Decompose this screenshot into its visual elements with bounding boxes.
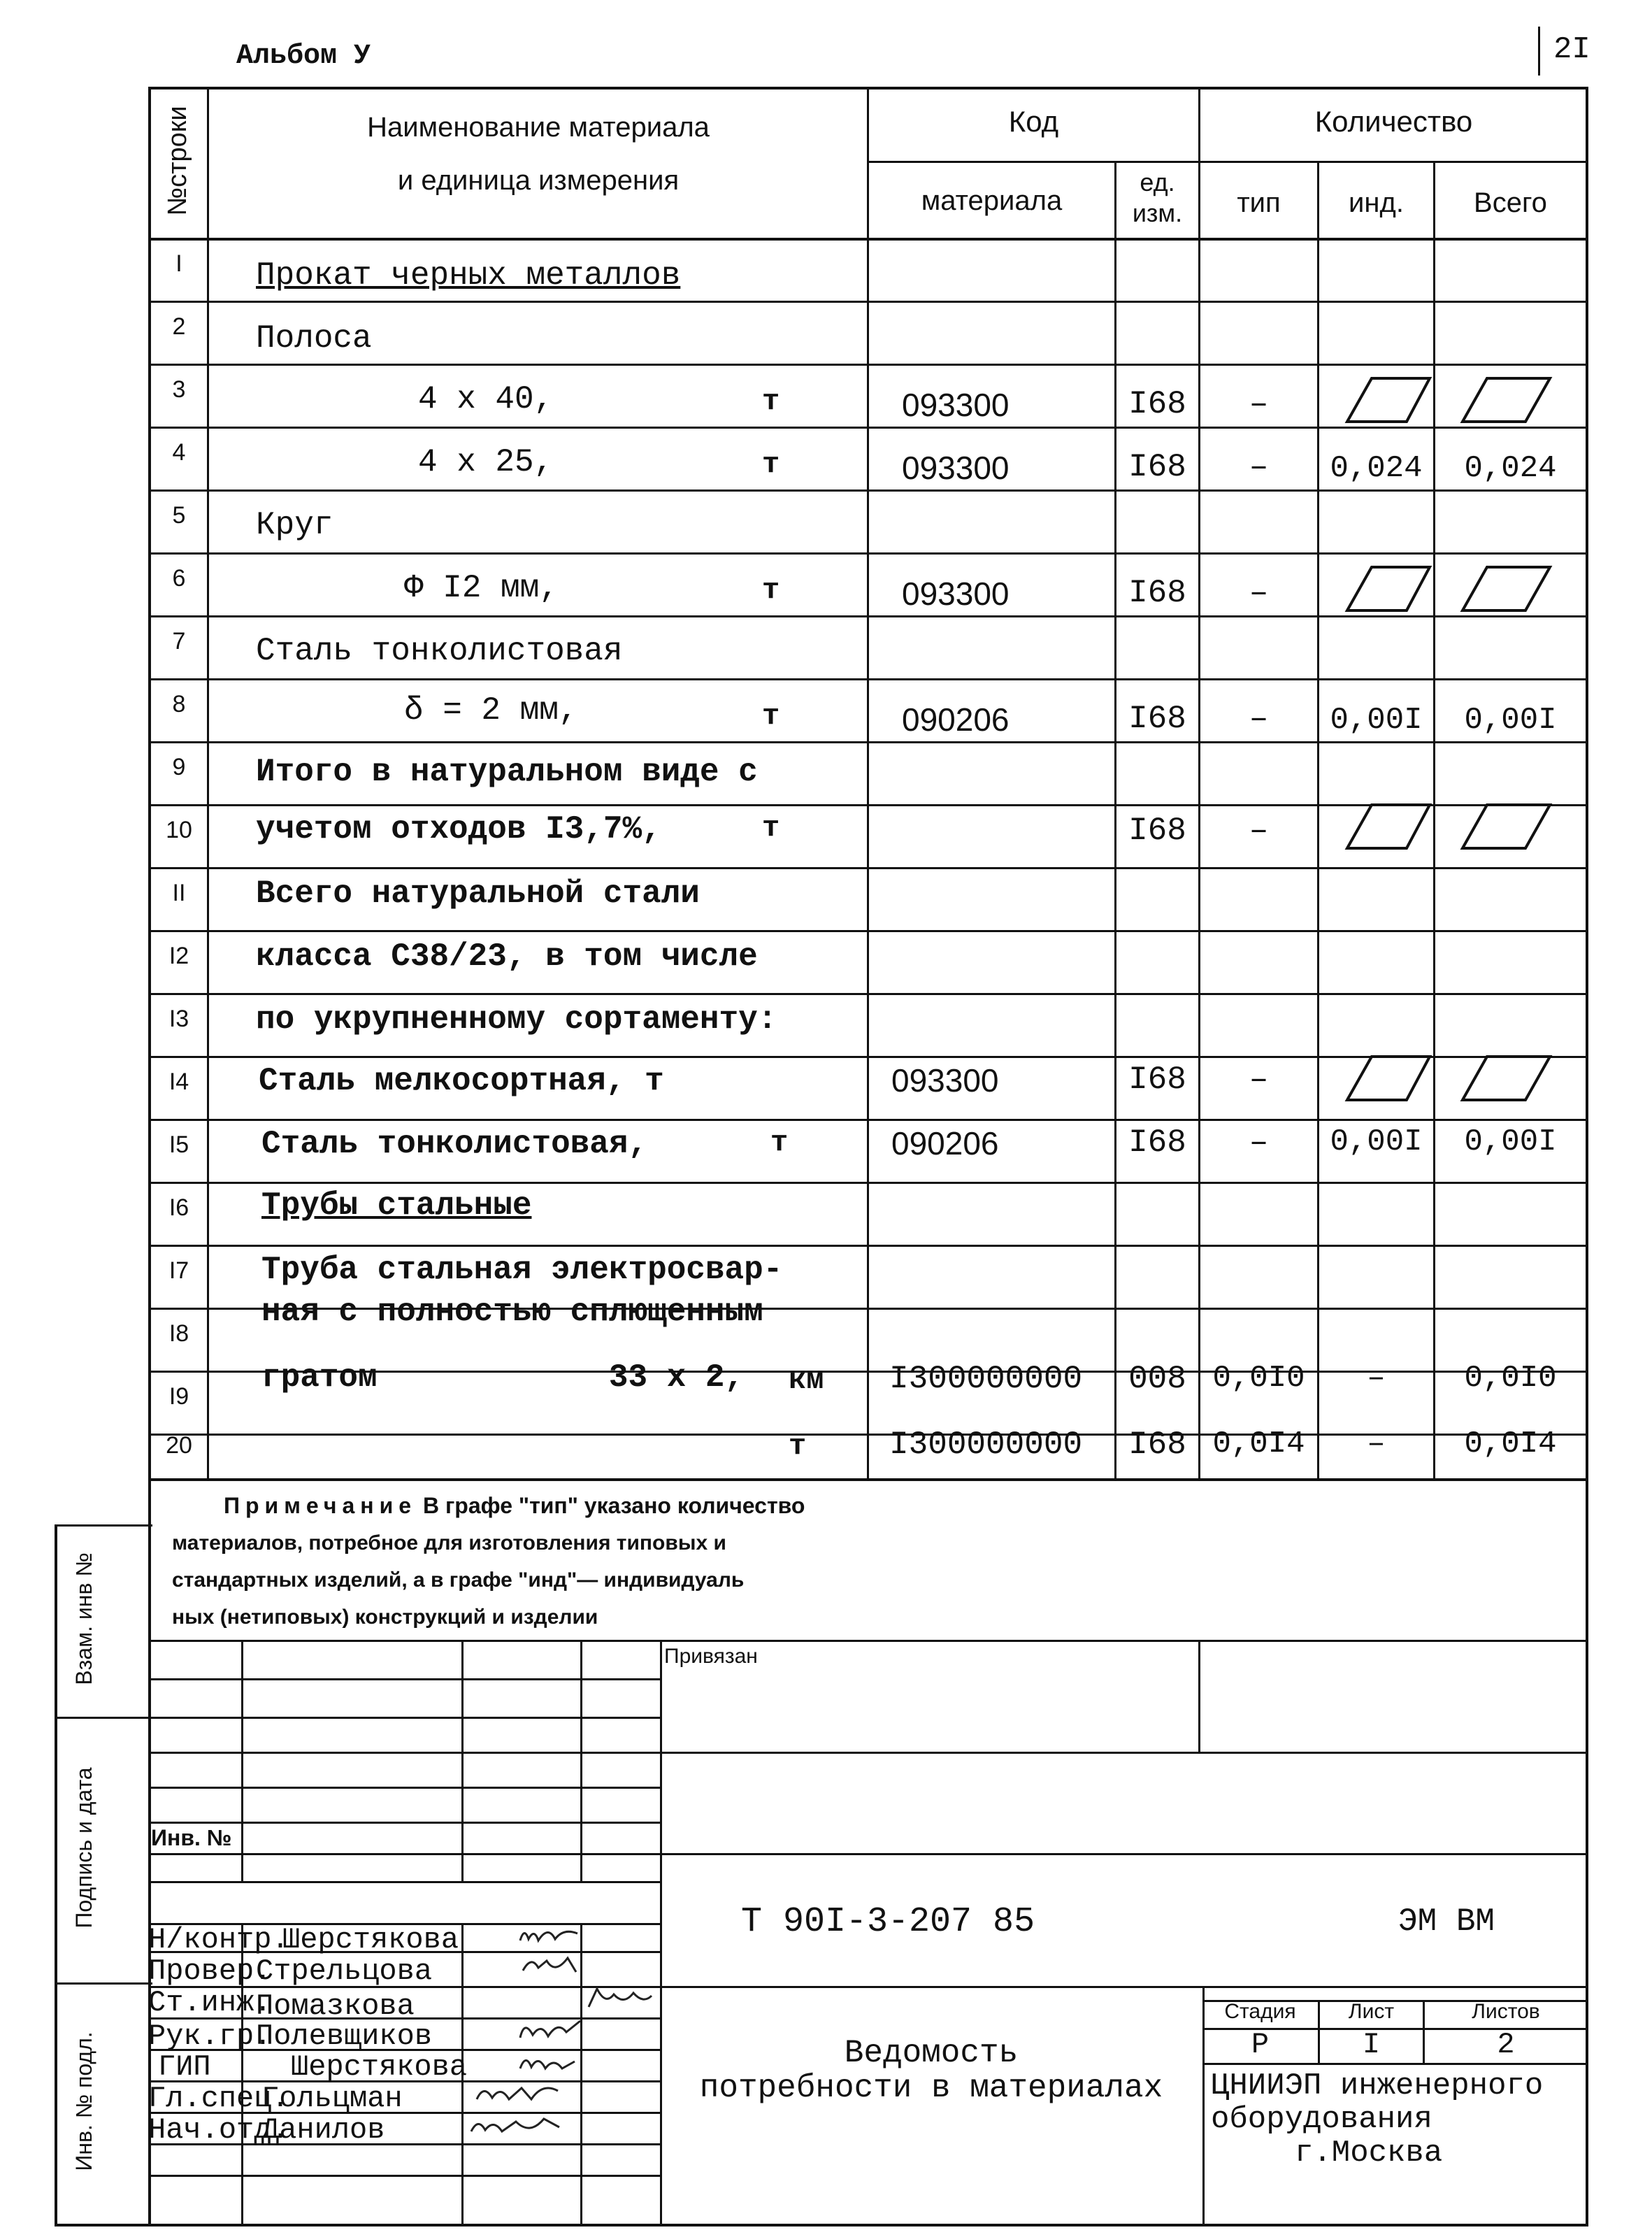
role-label: Рук.гр.	[148, 2020, 272, 2053]
margin-podpis: Подпись и дата	[71, 1767, 96, 1929]
header-material: материала	[921, 185, 1063, 216]
row-uom: I68	[1128, 575, 1186, 611]
margin-vzam: Взам. инв №	[71, 1552, 96, 1685]
row-number: I8	[168, 1320, 189, 1347]
row-name: класса С38/23, в том числе	[256, 938, 758, 975]
row-name: Труба стальная электросвар-	[261, 1252, 783, 1288]
role-name: Шерстякова	[282, 1923, 459, 1957]
row-number: I6	[168, 1194, 189, 1221]
row-name: гратом 33 х 2,	[261, 1359, 745, 1396]
role-name: Данилов	[261, 2113, 385, 2147]
header-ind: инд.	[1349, 187, 1404, 218]
row-number: 6	[172, 565, 186, 592]
row-number: I5	[168, 1131, 189, 1158]
row-number: II	[172, 880, 186, 906]
sheet-label: Лист	[1348, 2000, 1395, 2023]
row-tip: –	[1249, 701, 1269, 737]
row-name: δ = 2 мм,	[404, 692, 578, 729]
header-quantity: Количество	[1314, 105, 1473, 138]
role-label: Н/контр.	[148, 1923, 289, 1957]
row-unit: т	[789, 1429, 807, 1463]
header-unit-line1: ед.	[1140, 168, 1175, 196]
section-code: ЭМ ВМ	[1398, 1903, 1495, 1940]
row-total: 0,0I4	[1464, 1427, 1557, 1461]
row-name: Круг	[256, 507, 333, 543]
sheets-value: 2	[1497, 2028, 1515, 2061]
row-unit: т	[762, 699, 780, 733]
note-line1	[224, 1493, 805, 1519]
note-line2: материалов, потребное для изготовления типовых и	[172, 1531, 726, 1554]
row-number: I4	[168, 1068, 189, 1095]
album-label: Альбом У	[236, 41, 371, 72]
row-code: 093300	[902, 387, 1010, 423]
row-total: 0,00I	[1464, 1124, 1557, 1159]
empty-cell-mark	[1319, 373, 1585, 429]
row-uom: I68	[1128, 813, 1186, 849]
header-type: тип	[1237, 187, 1281, 218]
row-number: 7	[172, 628, 186, 655]
header-row-number: №строки	[163, 106, 192, 216]
row-name: Трубы стальные	[261, 1187, 532, 1224]
role-label: Провер.	[148, 1954, 272, 1988]
row-ind: 0,00I	[1330, 1124, 1423, 1159]
row-name: 4 х 25,	[418, 444, 554, 480]
row-name: Всего натуральной стали	[256, 875, 700, 912]
row-number: 9	[172, 754, 186, 780]
row-code: 093300	[902, 576, 1010, 612]
role-name: Полевщиков	[256, 2020, 433, 2053]
row-uom: 008	[1128, 1361, 1186, 1397]
role-label: Гл.спец.	[148, 2082, 289, 2115]
row-code: 093300	[902, 450, 1010, 486]
role-label: ГИП	[158, 2050, 211, 2084]
row-code: 090206	[902, 701, 1010, 738]
row-unit: т	[762, 385, 780, 418]
row-number: 20	[166, 1432, 192, 1459]
row-tip: 0,0I0	[1212, 1361, 1305, 1396]
page-number: 2I	[1553, 32, 1590, 67]
row-uom: I68	[1128, 1062, 1186, 1098]
row-name: Сталь тонколистовая,	[261, 1126, 648, 1162]
row-name: Прокат черных металлов	[256, 257, 681, 294]
role-name: Шерстякова	[291, 2050, 468, 2084]
row-tip: –	[1249, 1124, 1269, 1161]
note-text-1: В графе "тип" указано количество	[417, 1493, 805, 1518]
row-tip: –	[1249, 386, 1269, 422]
row-number: I7	[168, 1257, 189, 1284]
row-uom: I68	[1128, 701, 1186, 737]
role-label: Нач.отд.	[148, 2113, 289, 2147]
org-line2: оборудования	[1211, 2102, 1432, 2137]
row-ind: –	[1367, 1427, 1386, 1461]
row-uom: I68	[1128, 1124, 1186, 1161]
row-number: 3	[172, 376, 186, 403]
row-name: 4 х 40,	[418, 381, 554, 417]
row-unit: т	[770, 1126, 789, 1159]
inv-no-label: Инв. №	[151, 1825, 232, 1850]
header-code: Код	[1008, 105, 1059, 138]
row-number: 8	[172, 691, 186, 717]
row-tip: –	[1249, 449, 1269, 485]
row-unit: т	[762, 573, 780, 607]
header-name-line2: и единица измерения	[397, 165, 680, 196]
row-number: I3	[168, 1006, 189, 1032]
row-name: Ф I2 мм,	[404, 570, 559, 606]
row-number: 5	[172, 502, 186, 529]
row-unit: т	[762, 448, 780, 481]
role-name: Гольцман	[261, 2082, 403, 2115]
signature-mark	[517, 1920, 580, 1947]
role-label: Ст.инж.	[148, 1986, 272, 2020]
header-total: Всего	[1474, 187, 1547, 218]
org-line3: г.Москва	[1295, 2136, 1443, 2171]
signature-mark	[467, 2112, 565, 2140]
row-tip: –	[1249, 813, 1269, 849]
row-number: I9	[168, 1383, 189, 1410]
signature-mark	[519, 1951, 582, 1979]
row-ind: –	[1367, 1361, 1386, 1396]
doc-code: Т 90I-3-207 85	[741, 1902, 1035, 1942]
privyazan-label: Привязан	[664, 1645, 758, 1668]
row-total: 0,0I0	[1464, 1361, 1557, 1396]
row-code: I300000000	[889, 1427, 1083, 1463]
note-label: Примечание	[224, 1493, 417, 1518]
role-name: Стрельцова	[256, 1954, 433, 1988]
org-line1: ЦНИИЭП инженерного	[1211, 2068, 1544, 2103]
row-name: ная с полностью сплющенным	[261, 1294, 763, 1330]
row-uom: I68	[1128, 386, 1186, 422]
empty-cell-mark	[1319, 799, 1585, 855]
row-code: 090206	[891, 1125, 999, 1162]
row-unit: т	[762, 811, 780, 845]
signature-mark	[473, 2078, 563, 2106]
note-line3: стандартных изделий, а в графе "инд"— индивидуаль	[172, 1568, 745, 1592]
row-number: 10	[166, 817, 192, 843]
row-name: Полоса	[256, 320, 372, 357]
signature-mark	[516, 2047, 579, 2075]
stage-label: Стадия	[1224, 2000, 1296, 2023]
role-name: Помазкова	[256, 1989, 415, 2023]
row-name: Сталь тонколистовая	[256, 633, 623, 669]
row-name: Сталь мелкосортная, т	[259, 1063, 664, 1099]
empty-cell-mark	[1319, 562, 1585, 617]
row-tip: 0,0I4	[1212, 1427, 1305, 1461]
sheets-label: Листов	[1472, 2000, 1540, 2023]
empty-cell-mark	[1319, 1051, 1585, 1107]
row-name: учетом отходов I3,7%,	[256, 811, 661, 848]
note-line4: ных (нетиповых) конструкций и изделии	[172, 1606, 598, 1629]
row-number: 4	[172, 439, 186, 466]
header-unit-line2: изм.	[1132, 199, 1183, 227]
signature-mark	[584, 1985, 654, 2013]
row-uom: I68	[1128, 1427, 1186, 1463]
row-number: 2	[172, 313, 186, 340]
row-tip: –	[1249, 575, 1269, 611]
doc-title-line2: потребности в материалах	[699, 2070, 1163, 2106]
row-unit: км	[789, 1364, 824, 1397]
signature-mark	[516, 2014, 586, 2045]
header-name-line1: Наименование материала	[367, 112, 710, 143]
doc-title-line1: Ведомость	[844, 2035, 1019, 2071]
margin-inv: Инв. № подл.	[71, 2031, 96, 2171]
row-tip: –	[1249, 1062, 1269, 1098]
row-ind: 0,024	[1330, 451, 1423, 486]
row-uom: I68	[1128, 449, 1186, 485]
row-total: 0,00I	[1464, 703, 1557, 738]
row-name: по укрупненному сортаменту:	[256, 1001, 777, 1038]
row-code: I300000000	[889, 1361, 1083, 1397]
row-total: 0,024	[1464, 451, 1557, 486]
row-number: I2	[168, 943, 189, 969]
stage-value: Р	[1251, 2028, 1270, 2061]
row-ind: 0,00I	[1330, 703, 1423, 738]
row-number: I	[175, 250, 182, 277]
row-code: 093300	[891, 1062, 999, 1099]
sheet-value: I	[1362, 2028, 1381, 2061]
row-name: Итого в натуральном виде с	[256, 754, 758, 790]
